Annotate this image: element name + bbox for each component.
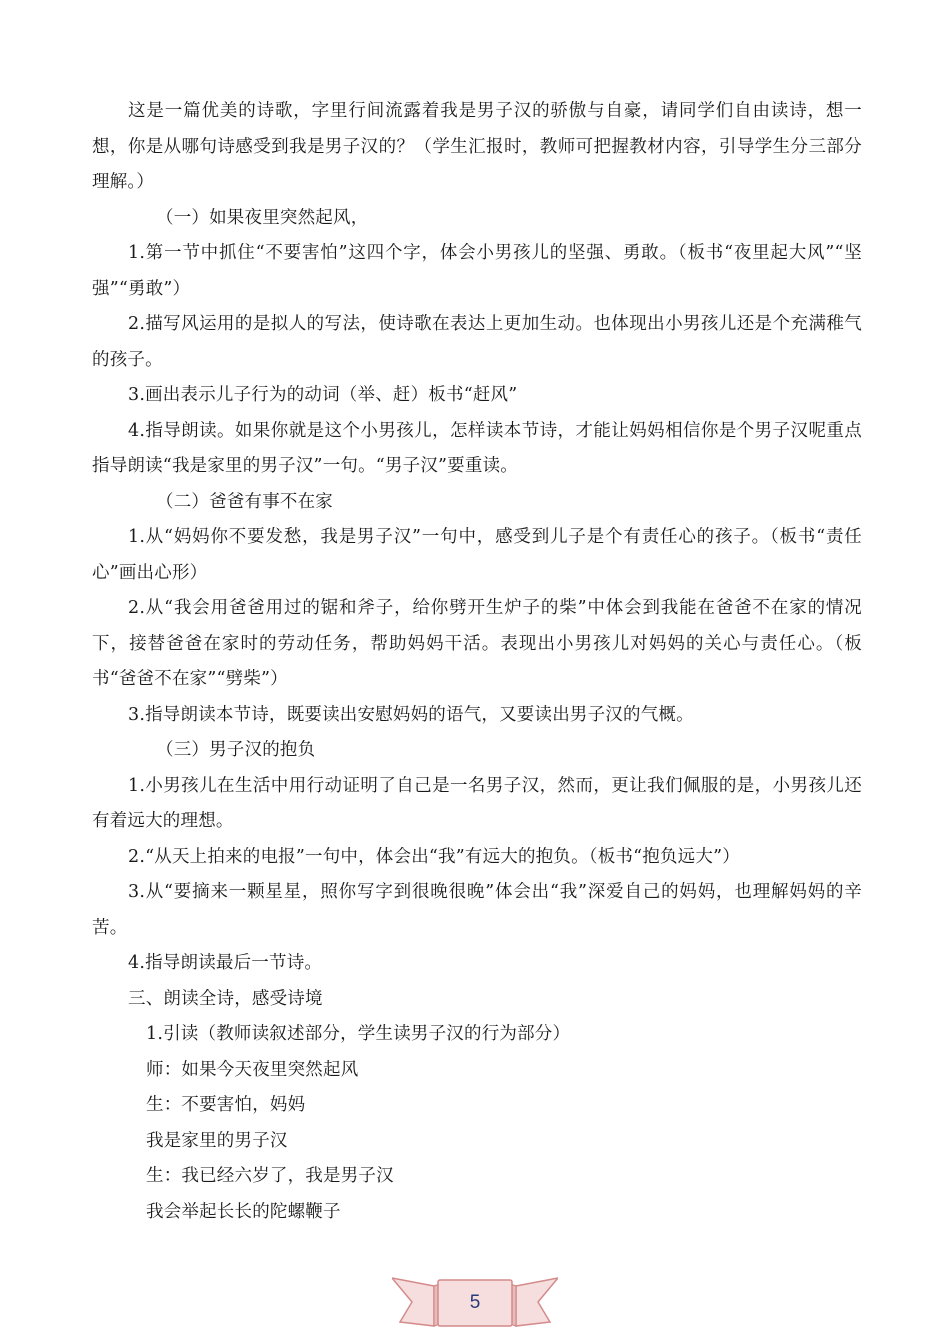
paragraph-item: 3.画出表示儿子行为的动词（举、赶）板书“赶风” — [128, 385, 518, 405]
paragraph-item: 2.从“我会用爸爸用过的锯和斧子，给你劈开生炉子的柴”中体会到我能在爸爸不在家的情况下，接替爸爸在家时的劳动任务，帮助妈妈干活。表现出小男孩儿对妈妈的关心与责任心。（板书“爸爸不在家”“劈柴”） — [92, 598, 862, 689]
dialogue-line: 生：我已经六岁了，我是男子汉 — [146, 1166, 394, 1186]
paragraph-item: 1.引读（教师读叙述部分，学生读男子汉的行为部分） — [146, 1024, 571, 1044]
paragraph-item: 2.“从天上拍来的电报”一句中，体会出“我”有远大的抱负。（板书“抱负远大”） — [128, 846, 740, 867]
paragraph-item: 4.指导朗读最后一节诗。 — [128, 953, 323, 973]
paragraph-item: 1.小男孩儿在生活中用行动证明了自己是一名男子汉，然而，更让我们佩服的是，小男孩儿还有着远大的理想。 — [92, 775, 862, 831]
dialogue-line: 生：不要害怕，妈妈 — [146, 1095, 306, 1115]
paragraph-item: 4.指导朗读。如果你就是这个小男孩儿，怎样读本节诗，才能让妈妈相信你是个男子汉呢重点指导朗读“我是家里的男子汉”一句。“男子汉”要重读。 — [92, 420, 862, 476]
paragraph-item: 3.指导朗读本节诗，既要读出安慰妈妈的语气，又要读出男子汉的气概。 — [128, 704, 694, 725]
section-heading-main: 三、朗读全诗，感受诗境 — [128, 988, 323, 1009]
page-number: 5 — [469, 1292, 481, 1313]
dialogue-line: 我会举起长长的陀螺鞭子 — [146, 1201, 341, 1222]
section-heading-1: （一）如果夜里突然起风， — [156, 207, 369, 228]
dialogue-line: 师：如果今天夜里突然起风 — [146, 1059, 359, 1080]
section-heading-3: （三）男子汉的抱负 — [156, 740, 316, 760]
section-heading-2: （二）爸爸有事不在家 — [156, 491, 333, 512]
document-body — [92, 94, 862, 1230]
paragraph-item: 2.描写风运用的是拟人的写法，使诗歌在表达上更加生动。也体现出小男孩儿还是个充满稚气的孩子。 — [92, 314, 862, 370]
paragraph-item: 1.第一节中抓住“不要害怕”这四个字，体会小男孩儿的坚强、勇敢。（板书“夜里起大风”“坚强”“勇敢”） — [92, 243, 862, 299]
paragraph-intro: 这是一篇优美的诗歌，字里行间流露着我是男子汉的骄傲与自豪，请同学们自由读诗，想一想，你是从哪句诗感受到我是男子汉的？（学生汇报时，教师可把握教材内容，引导学生分三部分理解。） — [92, 101, 862, 192]
page-number-ribbon — [392, 1272, 558, 1336]
paragraph-item: 1.从“妈妈你不要发愁，我是男子汉”一句中，感受到儿子是个有责任心的孩子。（板书“责任心”画出心形） — [92, 527, 862, 583]
paragraph-item: 3.从“要摘来一颗星星，照你写字到很晚很晚”体会出“我”深爱自己的妈妈，也理解妈妈的辛苦。 — [92, 882, 862, 938]
dialogue-line: 我是家里的男子汉 — [146, 1130, 288, 1151]
